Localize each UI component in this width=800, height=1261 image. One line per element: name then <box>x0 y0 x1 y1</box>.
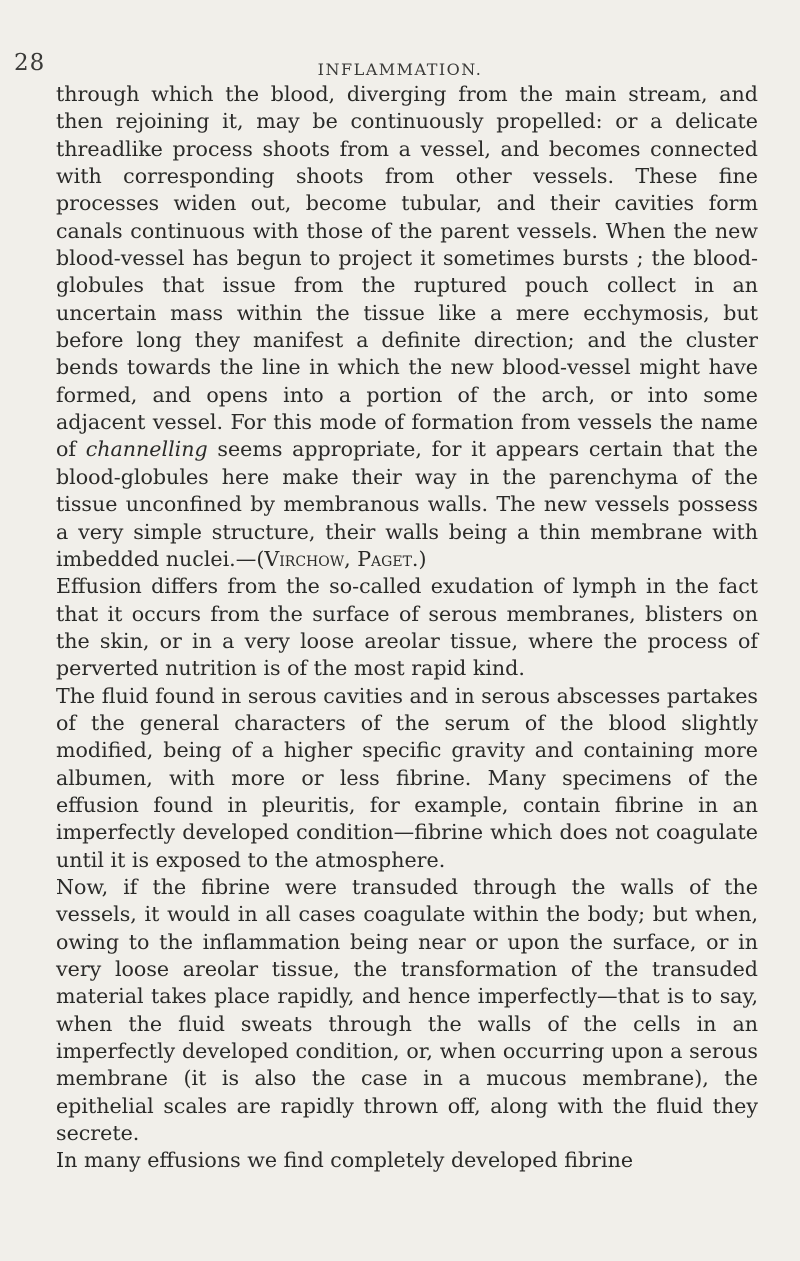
body-text <box>56 81 758 1175</box>
paragraph-5 <box>56 1147 758 1174</box>
page-number: 28 <box>14 50 46 76</box>
paragraph-3 <box>56 683 758 874</box>
paragraph-1 <box>56 81 758 573</box>
text-run: Effusion differs from the so-called exudation of lymph in the fact that it occurs from the surface of serous membranes, blisters on the skin, or in a very loose areolar tissue, where the process of perverted nutrition is of the most rapid kind. <box>56 574 758 681</box>
paragraph-2 <box>56 573 758 682</box>
running-title: INFLAMMATION. <box>317 60 483 79</box>
text-run: The fluid found in serous cavities and in serous abscesses partakes of the general characters of the serum of the blood slightly modified, being of a higher specific gravity and containing more albumen, with more or less fibrine. Many specimens of the effusion found in pleuritis, for example, contain fibrine in an imperfectly developed condition—fibrine which does not coagulate until it is exposed to the atmosphere. <box>56 683 758 872</box>
text-run: through which the blood, diverging from the main stream, and then rejoining it, may be continuously propelled: or a delicate threadlike process shoots from a vessel, and becomes connected with corresponding shoots from other vessels. These fine processes widen out, become tubular, and their cavities form canals continuous with those of the parent vessels. When the new blood-vessel has begun to project it sometimes bursts ; the blood-globules that issue from the ruptured pouch collect in an uncertain mass within the tissue like a mere ecchymosis, but before long they manifest a definite direction; and the cluster bends towards the line in which the new blood-vessel might have formed, and opens into a portion of the arch, or into some adjacent vessel. For this mode of formation from vessels the name of <box>56 82 758 462</box>
author-citation-virchow: Virchow <box>264 546 345 571</box>
text-run: seems appropriate, for it appears certain that the blood-globules here make their way in the parenchyma of the tissue unconfined by membranous walls. The new vessels possess a very simple structure, their walls being a thin membrane with imbedded nuclei.—( <box>56 437 758 571</box>
text-run: Now, if the fibrine were transuded through the walls of the vessels, it would in all cases coagulate within the body; but when, owing to the inflammation being near or upon the surface, or in very loose areolar tissue, the transformation of the transuded material takes place rapidly, and hence imperfectly—that is to say, when the fluid sweats through the walls of the cells in an imperfectly developed condition, or, when occurring upon a serous membrane (it is also the case in a mucous membrane), the epithelial scales are rapidly thrown off, along with the fluid they secrete. <box>56 874 758 1146</box>
text-run: , <box>344 546 358 571</box>
author-citation-paget: Paget <box>357 546 412 571</box>
text-run: .) <box>411 546 427 571</box>
italic-term-channelling: channelling <box>85 437 208 462</box>
paragraph-4 <box>56 874 758 1147</box>
text-run: In many effusions we find completely developed fibrine <box>56 1148 634 1173</box>
